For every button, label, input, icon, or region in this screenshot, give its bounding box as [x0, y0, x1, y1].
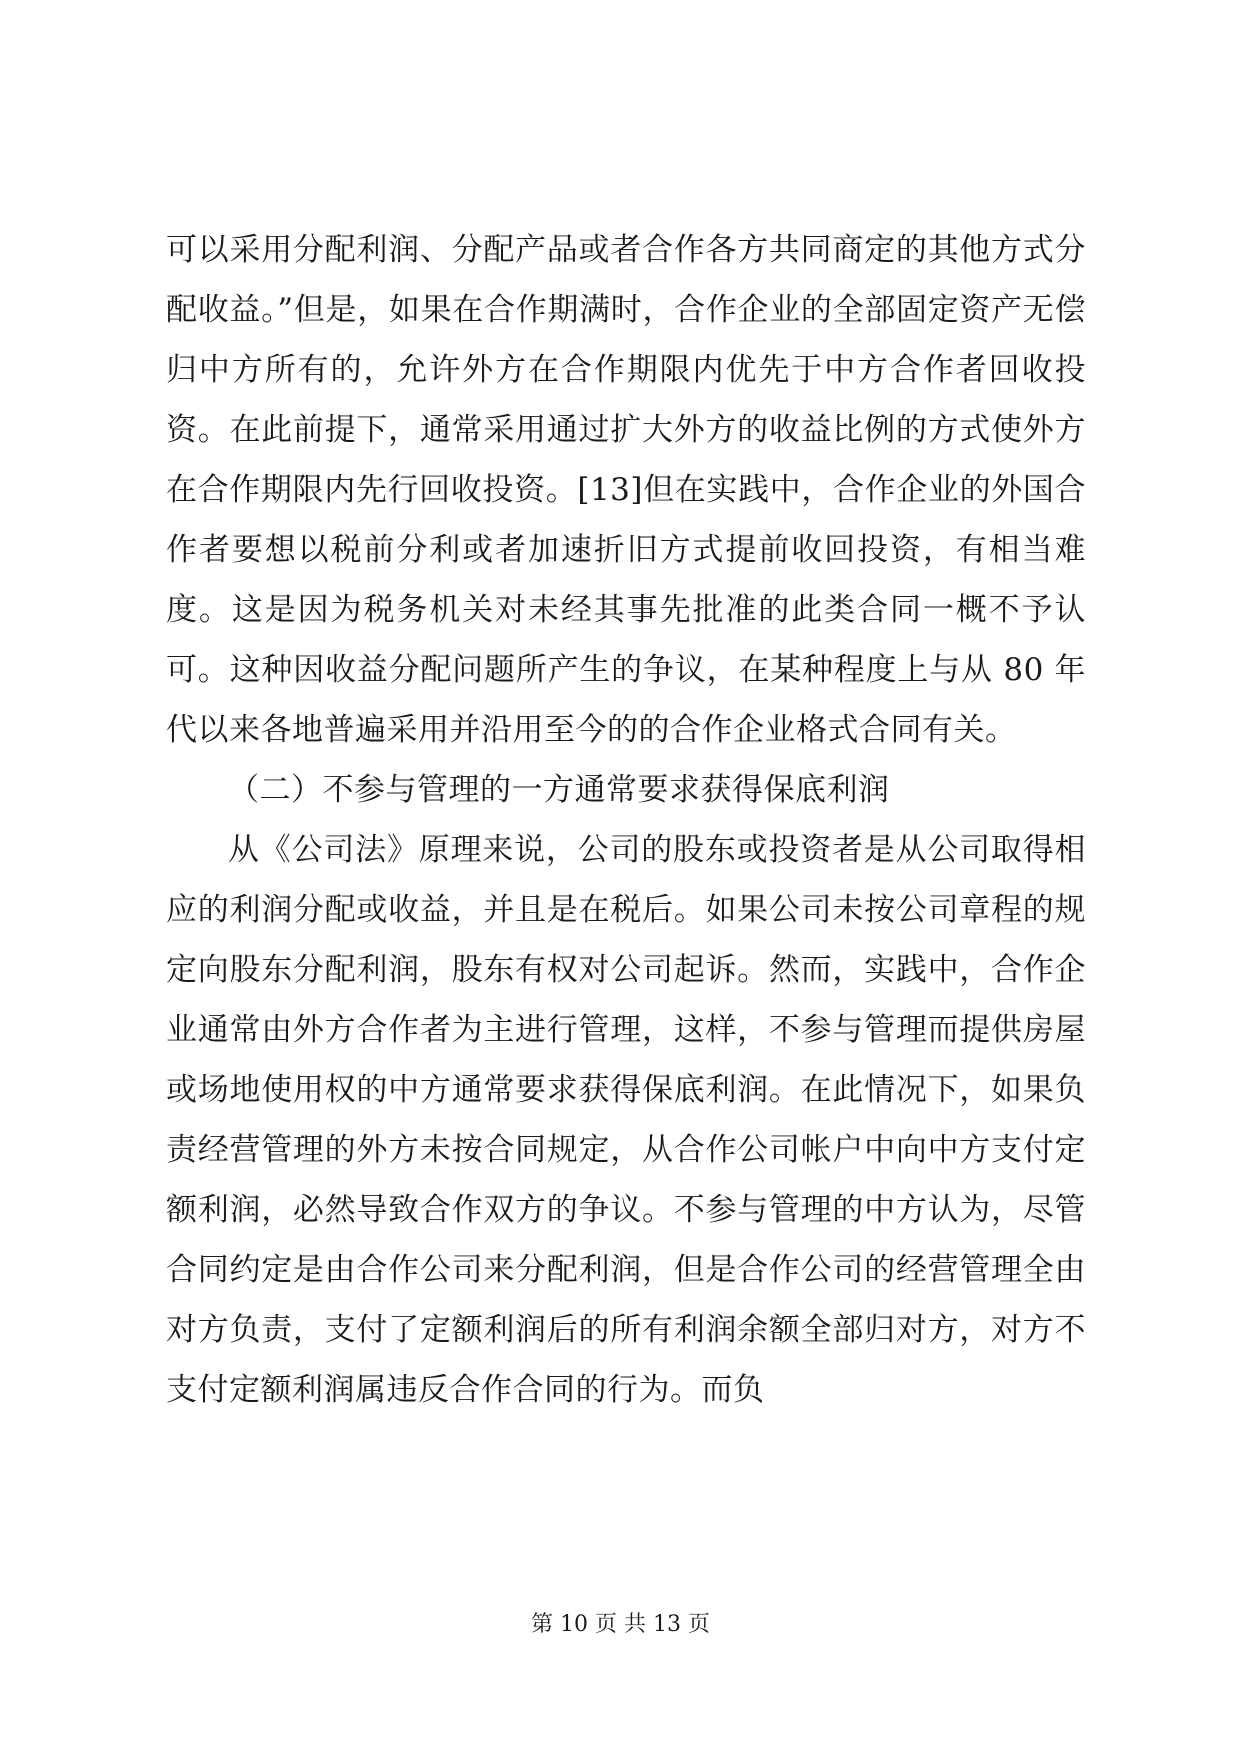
paragraph-body: 从《公司法》原理来说，公司的股东或投资者是从公司取得相应的利润分配或收益，并且是在税后。如果公司未按公司章程的规定向股东分配利润，股东有权对公司起诉。然而，实践中，合作企业通常由外方合作者为主进行管理，这样，不参与管理而提供房屋或场地使用权的中方通常要求获得保底利润。在此情况下，如果负责经营管理的外方未按合同规定，从合作公司帐户中向中方支付定额利润，必然导致合作双方的争议。不参与管理的中方认为，尽管合同约定是由合作公司来分配利润，但是合作公司的经营管理全由对方负责，支付了定额利润后的所有利润余额全部归对方，对方不支付定额利润属违反合作合同的行为。而负 [166, 832, 1086, 1408]
paragraph-continuation: 可以采用分配利润、分配产品或者合作各方共同商定的其他方式分配收益。”但是，如果在合作期满时，合作企业的全部固定资产无偿归中方所有的，允许外方在合作期限内优先于中方合作者回收投资。在此前提下，通常采用通过扩大外方的收益比例的方式使外方在合作期限内先行回收投资。[13]但在实践中，合作企业的外国合作者要想以税前分利或者加速折旧方式提前收回投资，有相当难度。这是因为税务机关对未经其事先批准的此类合同一概不予认可。这种因收益分配问题所产生的争议，在某种程度上与从 80 年代以来各地普遍采用并沿用至今的的合作企业格式合同有关。 [166, 232, 1086, 748]
section-heading: （二）不参与管理的一方通常要求获得保底利润 [228, 772, 890, 808]
page-footer: 第 10 页 共 13 页 [531, 1612, 710, 1637]
document-body [166, 220, 1086, 1420]
